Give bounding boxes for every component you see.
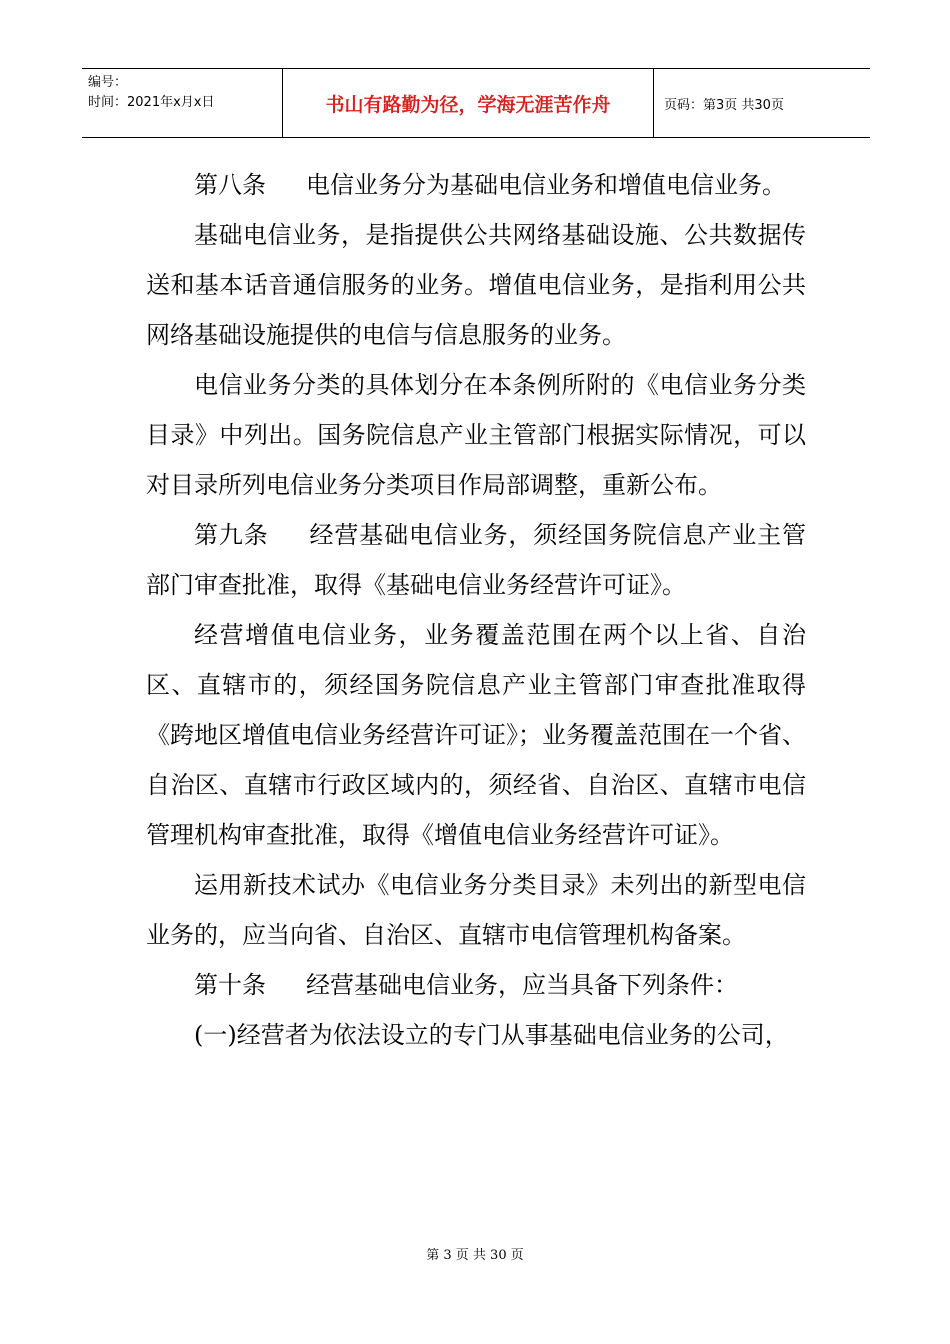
header-motto: 书山有路勤为径，学海无涯苦作舟 <box>325 93 611 116</box>
paragraph-text: 电信业务分类的具体划分在本条例所附的《电信业务分类目录》中列出。国务院信息产业主管部门根据实际情况，可以对目录所列电信业务分类项目作局部调整，重新公布。 <box>146 371 806 499</box>
paragraph-text: 电信业务分为基础电信业务和增值电信业务。 <box>306 171 786 199</box>
paragraph <box>146 1010 806 1060</box>
paragraph <box>146 960 806 1010</box>
header-page-info <box>654 69 870 137</box>
paragraph <box>146 610 806 860</box>
article-number: 第十条 <box>194 971 266 999</box>
document-body <box>146 160 806 1060</box>
article-number: 第九条 <box>194 521 269 549</box>
paragraph <box>146 860 806 960</box>
paragraph <box>146 360 806 510</box>
article-number: 第八条 <box>194 171 266 199</box>
header-page-text: 页码：第3页 共30页 <box>664 97 784 113</box>
paragraph-text: 经营基础电信业务，须经国务院信息产业主管部门审查批准，取得《基础电信业务经营许可证》。 <box>146 521 806 599</box>
paragraph <box>146 510 806 610</box>
paragraph <box>146 210 806 360</box>
paragraph <box>146 160 806 210</box>
paragraph-text: 运用新技术试办《电信业务分类目录》未列出的新型电信业务的，应当向省、自治区、直辖市电信管理机构备案。 <box>146 871 806 949</box>
footer-page-number: 第 3 页 共 30 页 <box>426 1248 524 1263</box>
paragraph-text: 经营基础电信业务，应当具备下列条件： <box>306 971 738 999</box>
page-footer <box>0 1244 950 1263</box>
paragraph-text: 基础电信业务，是指提供公共网络基础设施、公共数据传送和基本话音通信服务的业务。增值电信业务，是指利用公共网络基础设施提供的电信与信息服务的业务。 <box>146 221 806 349</box>
header-motto-cell <box>282 69 654 137</box>
paragraph-text: (一)经营者为依法设立的专门从事基础电信业务的公司， <box>194 1021 789 1049</box>
header-meta <box>82 69 282 137</box>
paragraph-text: 经营增值电信业务，业务覆盖范围在两个以上省、自治区、直辖市的，须经国务院信息产业主管部门审查批准取得《跨地区增值电信业务经营许可证》；业务覆盖范围在一个省、自治区、直辖市行政区域内的，须经省、自治区、直辖市电信管理机构审查批准，取得《增值电信业务经营许可证》。 <box>146 621 806 849</box>
document-time: 时间：2021年x月x日 <box>88 95 215 110</box>
document-number: 编号： <box>88 75 128 90</box>
document-header <box>82 68 870 138</box>
